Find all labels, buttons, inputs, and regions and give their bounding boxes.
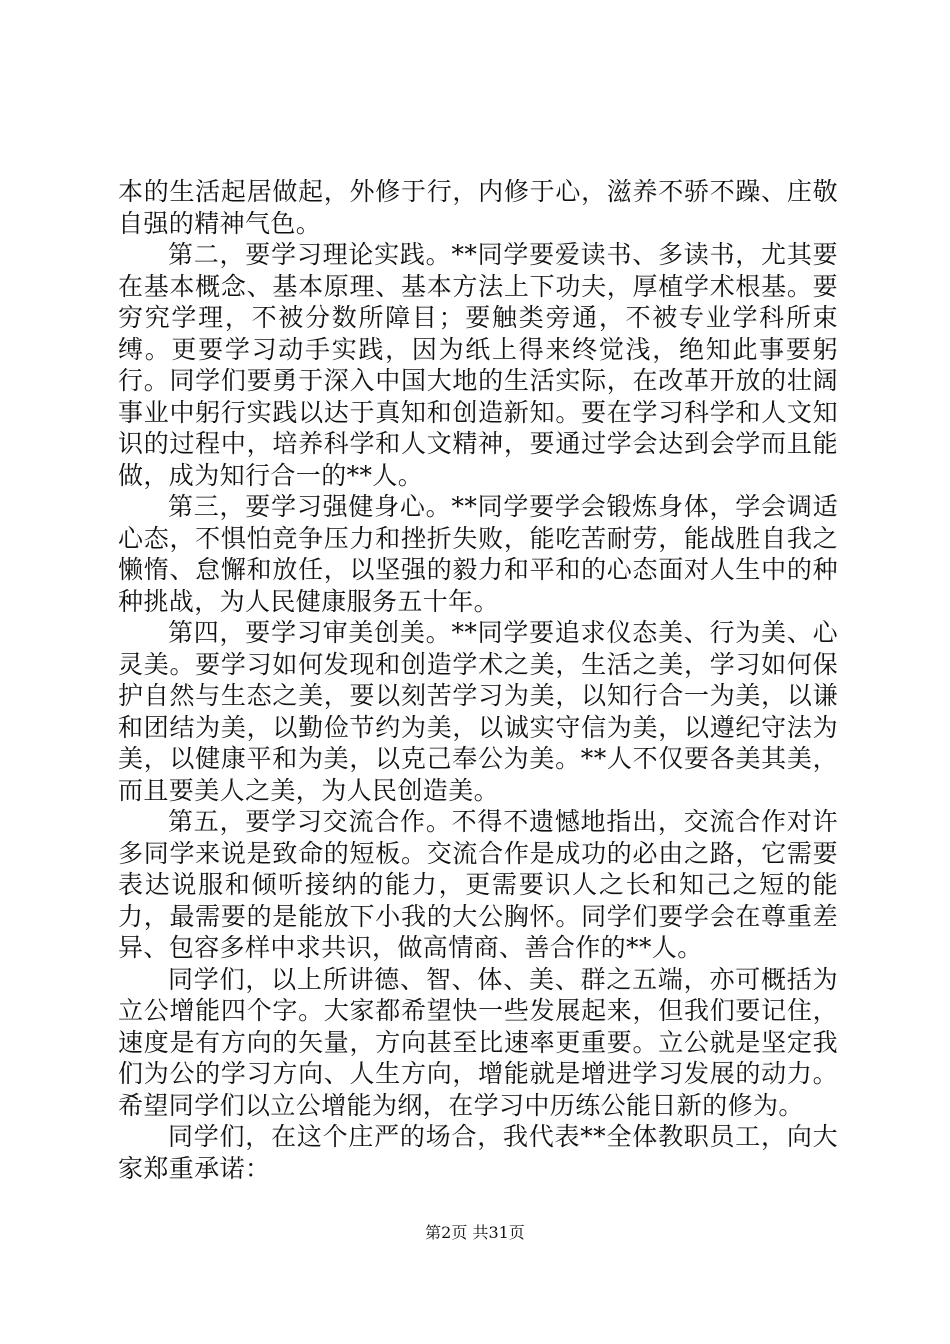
paragraph-3: 第三，要学习强健身心。**同学要学会锻炼身体，学会调适心态，不惧怕竞争压力和挫折失败，能吃苦耐劳，能战胜自我之懒惰、怠懈和放任，以坚强的毅力和平和的心态面对人生中的种种挑战，为人民健康服务五十年。 [118,492,838,616]
document-body [118,176,838,1184]
page-footer: 第2页 共31页 [425,1223,525,1242]
paragraph-7: 同学们，在这个庄严的场合，我代表**全体教职员工，向大家郑重承诺： [118,1122,838,1183]
paragraph-5: 第五，要学习交流合作。不得不遗憾地指出，交流合作对许多同学来说是致命的短板。交流合作是成功的必由之路，它需要表达说服和倾听接纳的能力，更需要识人之长和知己之短的能力，最需要的是能放下小我的大公胸怀。同学们要学会在尊重差异、包容多样中求共识，做高情商、善合作的**人。 [118,807,838,962]
paragraph-6: 同学们，以上所讲德、智、体、美、群之五端，亦可概括为立公增能四个字。大家都希望快一些发展起来，但我们要记住，速度是有方向的矢量，方向甚至比速率更重要。立公就是坚定我们为公的学习方向、人生方向，增能就是增进学习发展的动力。希望同学们以立公增能为纲，在学习中历练公能日新的修为。 [118,964,838,1120]
paragraph-2: 第二，要学习理论实践。**同学要爱读书、多读书，尤其要在基本概念、基本原理、基本方法上下功夫，厚植学术根基。要穷究学理，不被分数所障目；要触类旁通，不被专业学科所束缚。更要学习动手实践，因为纸上得来终觉浅，绝知此事要躬行。同学们要勇于深入中国大地的生活实际，在改革开放的壮阔事业中躬行实践以达于真知和创造新知。要在学习科学和人文知识的过程中，培养科学和人文精神，要通过学会达到会学而且能做，成为知行合一的**人。 [118,240,838,490]
paragraph-4: 第四，要学习审美创美。**同学要追求仪态美、行为美、心灵美。要学习如何发现和创造学术之美，生活之美，学习如何保护自然与生态之美，要以刻苦学习为美，以知行合一为美，以谦和团结为美，以勤俭节约为美，以诚实守信为美，以遵纪守法为美，以健康平和为美，以克己奉公为美。**人不仅要各美其美，而且要美人之美，为人民创造美。 [118,618,838,805]
paragraph-1: 本的生活起居做起，外修于行，内修于心，滋养不骄不躁、庄敬自强的精神气色。 [118,177,838,238]
